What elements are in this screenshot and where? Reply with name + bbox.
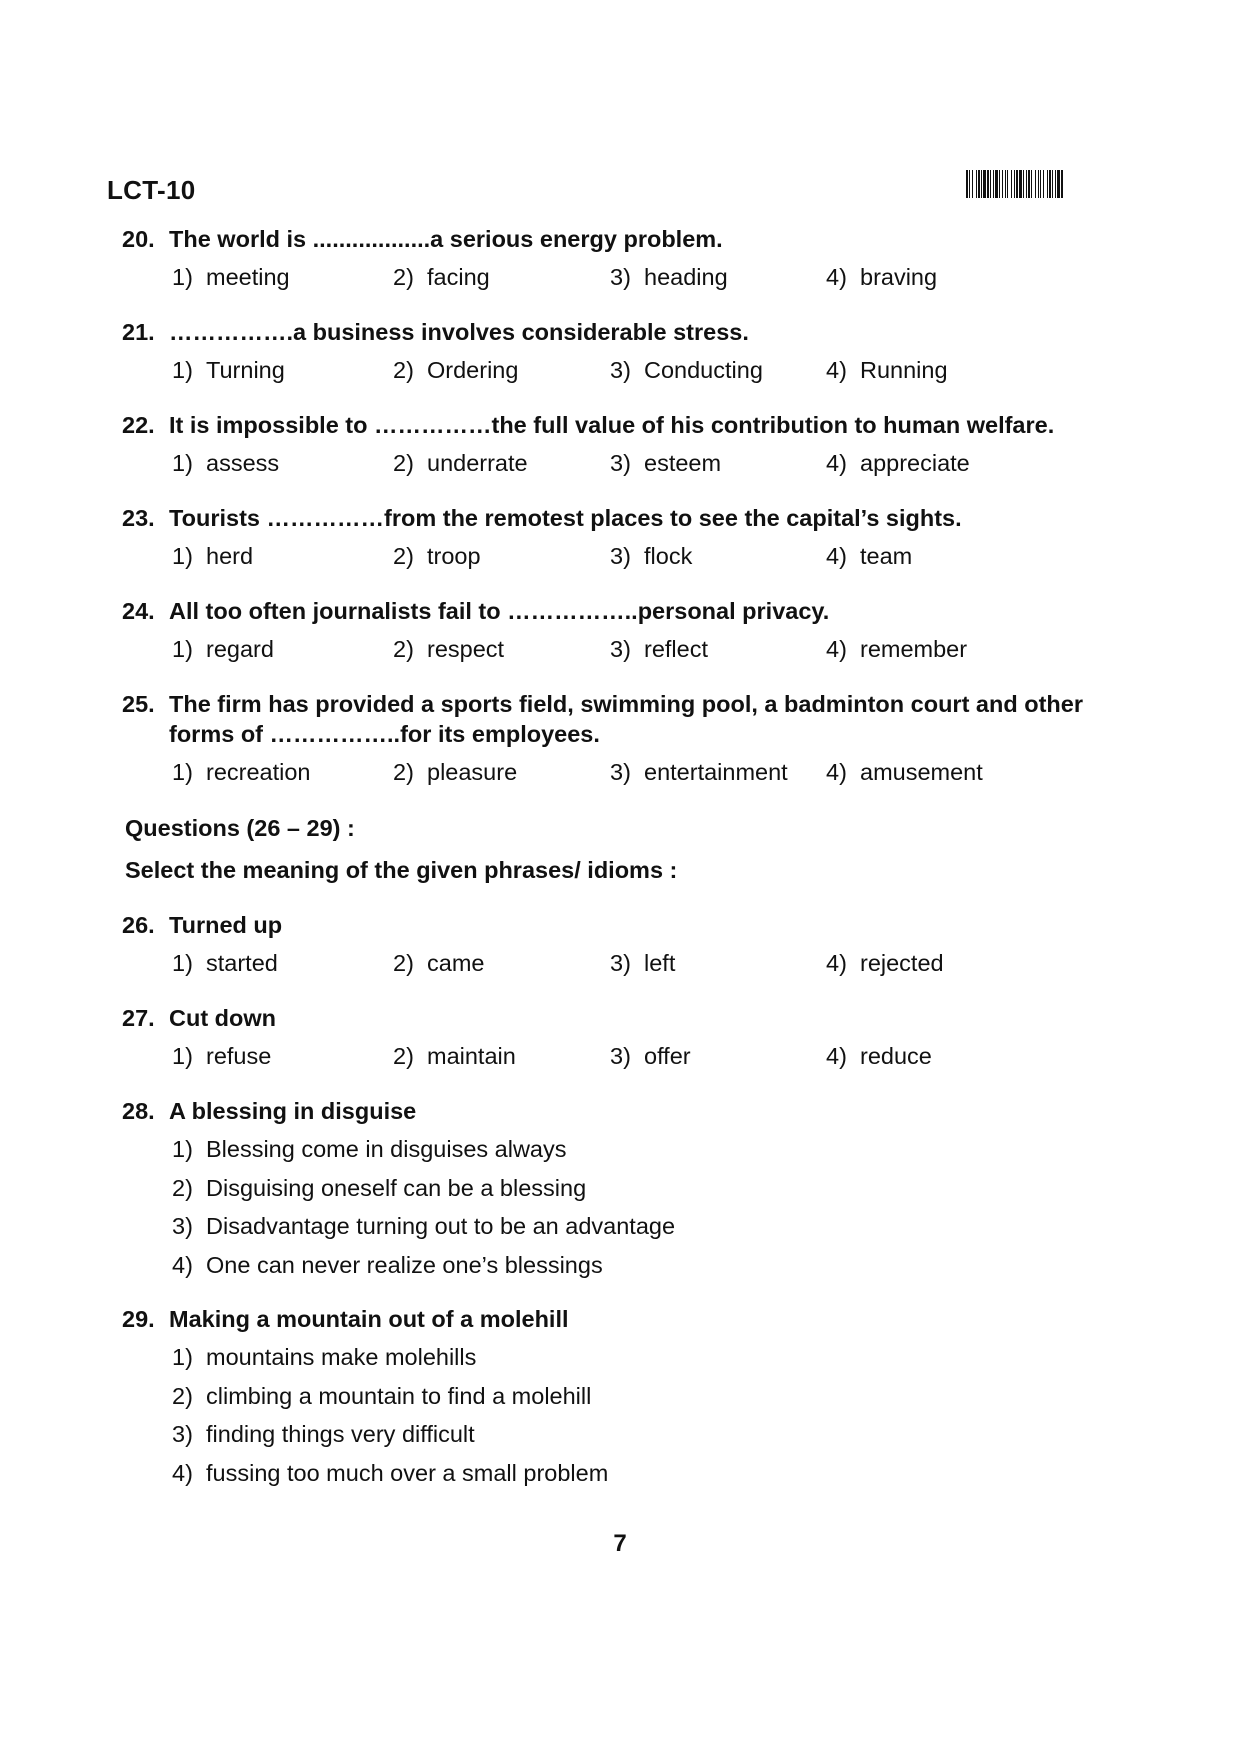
option-2[interactable]	[393, 753, 517, 791]
option-number: 2)	[393, 636, 414, 662]
option-text: respect	[427, 636, 505, 662]
option-4[interactable]	[0, 1246, 1240, 1285]
option-number: 2)	[393, 950, 414, 976]
option-number: 2)	[172, 1174, 193, 1201]
option-2[interactable]	[0, 1377, 1240, 1416]
question-number: 25.	[122, 691, 155, 717]
option-2[interactable]	[393, 944, 484, 982]
option-4[interactable]	[826, 1037, 932, 1075]
option-number: 4)	[826, 543, 847, 569]
option-number: 3)	[610, 950, 631, 976]
question-number: 23.	[122, 505, 155, 531]
question-stem	[0, 503, 1240, 533]
section-instruction: Select the meaning of the given phrases/ idioms :	[125, 857, 678, 883]
question-29	[0, 1304, 1240, 1492]
option-text: rejected	[860, 950, 944, 976]
option-1[interactable]	[172, 537, 253, 575]
option-3[interactable]	[0, 1415, 1240, 1454]
question-text: Turned up	[169, 912, 283, 938]
option-text: reflect	[644, 636, 708, 662]
option-4[interactable]	[826, 444, 970, 482]
option-number: 1)	[172, 450, 193, 476]
question-stem	[0, 596, 1240, 626]
question-number: 26.	[122, 912, 155, 938]
option-number: 3)	[172, 1421, 193, 1447]
option-3[interactable]	[610, 258, 728, 296]
option-row	[0, 944, 1240, 982]
option-row	[0, 1037, 1240, 1075]
option-3[interactable]	[610, 537, 692, 575]
option-text: assess	[206, 450, 280, 476]
option-text: Disguising oneself can be a blessing	[206, 1174, 587, 1201]
option-3[interactable]	[610, 351, 763, 389]
option-number: 2)	[393, 1043, 414, 1069]
option-number: 2)	[393, 450, 414, 476]
option-number: 3)	[172, 1213, 193, 1239]
option-row	[0, 537, 1240, 575]
option-2[interactable]	[393, 1037, 516, 1075]
option-number: 4)	[826, 450, 847, 476]
question-text: Cut down	[169, 1005, 277, 1031]
option-row	[0, 258, 1240, 296]
option-1[interactable]	[172, 630, 274, 668]
option-text: regard	[206, 636, 274, 662]
option-number: 1)	[172, 1136, 193, 1162]
option-1[interactable]	[172, 351, 285, 389]
option-4[interactable]	[826, 537, 912, 575]
option-text: troop	[427, 543, 481, 569]
question-number: 21.	[122, 319, 155, 345]
option-text: recreation	[206, 759, 311, 785]
question-22	[0, 410, 1240, 482]
option-2[interactable]	[393, 630, 504, 668]
option-number: 3)	[610, 543, 631, 569]
option-text: remember	[860, 636, 968, 662]
question-stem	[0, 1003, 1240, 1033]
option-number: 2)	[393, 543, 414, 569]
option-number: 4)	[826, 357, 847, 383]
paper-code: LCT-10	[107, 175, 196, 205]
option-number: 2)	[172, 1382, 193, 1409]
option-text: mountains make molehills	[206, 1344, 477, 1370]
option-number: 2)	[393, 264, 414, 290]
option-text: offer	[644, 1043, 691, 1069]
option-1[interactable]	[0, 1338, 1240, 1377]
question-27	[0, 1003, 1240, 1075]
question-25	[0, 689, 1240, 791]
question-text: Tourists ……………from the remotest places to see the capital’s sights.	[169, 505, 962, 531]
option-3[interactable]	[610, 444, 721, 482]
option-number: 1)	[172, 543, 193, 569]
option-number: 4)	[826, 759, 847, 785]
option-number: 3)	[610, 264, 631, 290]
question-26	[0, 910, 1240, 982]
option-1[interactable]	[172, 1037, 271, 1075]
option-text: amusement	[860, 759, 983, 785]
option-text: meeting	[206, 264, 290, 290]
option-1[interactable]	[0, 1130, 1240, 1169]
option-number: 1)	[172, 636, 193, 662]
question-stem	[0, 1304, 1240, 1334]
question-stem	[0, 910, 1240, 940]
question-number: 20.	[122, 226, 155, 252]
section-heading: Questions (26 – 29) :	[125, 815, 355, 841]
option-text: maintain	[427, 1043, 516, 1069]
option-number: 2)	[393, 357, 414, 383]
question-number: 24.	[122, 598, 155, 624]
option-number: 1)	[172, 950, 193, 976]
option-text: heading	[644, 264, 728, 290]
question-number: 22.	[122, 412, 155, 438]
option-text: flock	[644, 543, 693, 569]
option-1[interactable]	[172, 444, 279, 482]
option-text: Turning	[206, 357, 285, 383]
option-text: Running	[860, 357, 948, 383]
option-number: 3)	[610, 636, 631, 662]
option-3[interactable]	[610, 944, 675, 982]
option-4[interactable]	[826, 258, 937, 296]
question-number: 28.	[122, 1098, 155, 1124]
option-number: 3)	[610, 759, 631, 785]
option-number: 1)	[172, 1043, 193, 1069]
option-4[interactable]	[826, 753, 983, 791]
option-list	[0, 1130, 1240, 1284]
option-4[interactable]	[0, 1454, 1240, 1493]
question-stem	[0, 224, 1240, 254]
option-text: facing	[427, 264, 490, 290]
question-text: The firm has provided a sports field, swimming pool, a badminton court and other forms of ……………..for its employees.	[169, 691, 1083, 747]
option-3[interactable]	[610, 1037, 691, 1075]
option-list	[0, 1338, 1240, 1492]
option-text: Ordering	[427, 357, 519, 383]
option-text: braving	[860, 264, 938, 290]
page-number: 7	[613, 1530, 627, 1557]
option-text: esteem	[644, 450, 722, 476]
option-text: started	[206, 950, 278, 976]
question-stem	[0, 410, 1240, 440]
question-stem	[0, 689, 1240, 749]
option-4[interactable]	[826, 351, 948, 389]
question-text: Making a mountain out of a molehill	[169, 1306, 569, 1332]
option-3[interactable]	[610, 753, 788, 791]
question-number: 29.	[122, 1306, 155, 1332]
option-number: 4)	[826, 1043, 847, 1069]
option-number: 1)	[172, 357, 193, 383]
option-number: 4)	[826, 264, 847, 290]
option-number: 4)	[826, 636, 847, 662]
option-text: refuse	[206, 1043, 272, 1069]
option-text: herd	[206, 543, 254, 569]
option-text: climbing a mountain to find a molehill	[206, 1382, 592, 1409]
option-number: 1)	[172, 759, 193, 785]
question-number: 27.	[122, 1005, 155, 1031]
question-23	[0, 503, 1240, 575]
option-number: 4)	[172, 1459, 193, 1486]
question-stem	[0, 1096, 1240, 1126]
question-text: The world is ..................a serious energy problem.	[169, 226, 723, 252]
option-number: 1)	[172, 264, 193, 290]
question-24	[0, 596, 1240, 668]
option-2[interactable]	[0, 1169, 1240, 1208]
option-text: Blessing come in disguises always	[206, 1136, 567, 1162]
option-1[interactable]	[172, 944, 278, 982]
option-text: Conducting	[644, 357, 763, 383]
question-text: All too often journalists fail to ……………..personal privacy.	[169, 598, 830, 624]
question-20	[0, 224, 1240, 296]
option-3[interactable]	[0, 1207, 1240, 1246]
option-number: 4)	[826, 950, 847, 976]
option-text: came	[427, 950, 485, 976]
option-2[interactable]	[393, 537, 481, 575]
option-number: 1)	[172, 1344, 193, 1370]
question-21	[0, 317, 1240, 389]
option-number: 3)	[610, 357, 631, 383]
option-text: reduce	[860, 1043, 932, 1069]
option-number: 2)	[393, 759, 414, 785]
option-text: pleasure	[427, 759, 518, 785]
option-text: finding things very difficult	[206, 1421, 475, 1447]
option-row	[0, 630, 1240, 668]
option-number: 4)	[172, 1251, 193, 1278]
option-text: underrate	[427, 450, 528, 476]
option-3[interactable]	[610, 630, 708, 668]
option-number: 3)	[610, 450, 631, 476]
option-1[interactable]	[172, 258, 290, 296]
option-text: left	[644, 950, 676, 976]
option-text: entertainment	[644, 759, 788, 785]
question-28	[0, 1096, 1240, 1284]
question-stem	[0, 317, 1240, 347]
question-text: It is impossible to ……………the full value of his contribution to human welfare.	[169, 412, 1055, 438]
option-text: team	[860, 543, 913, 569]
option-text: fussing too much over a small problem	[206, 1459, 609, 1486]
barcode-icon	[966, 170, 1130, 198]
option-text: Disadvantage turning out to be an advantage	[206, 1213, 676, 1239]
option-4[interactable]	[826, 630, 967, 668]
option-1[interactable]	[172, 753, 311, 791]
option-row	[0, 753, 1240, 791]
option-2[interactable]	[393, 258, 490, 296]
option-4[interactable]	[826, 944, 944, 982]
option-number: 3)	[610, 1043, 631, 1069]
option-text: appreciate	[860, 450, 970, 476]
option-text: One can never realize one’s blessings	[206, 1251, 603, 1278]
option-row	[0, 444, 1240, 482]
question-text: …………….a business involves considerable stress.	[169, 319, 749, 345]
option-2[interactable]	[393, 351, 518, 389]
option-row	[0, 351, 1240, 389]
question-text: A blessing in disguise	[169, 1098, 417, 1124]
option-2[interactable]	[393, 444, 528, 482]
